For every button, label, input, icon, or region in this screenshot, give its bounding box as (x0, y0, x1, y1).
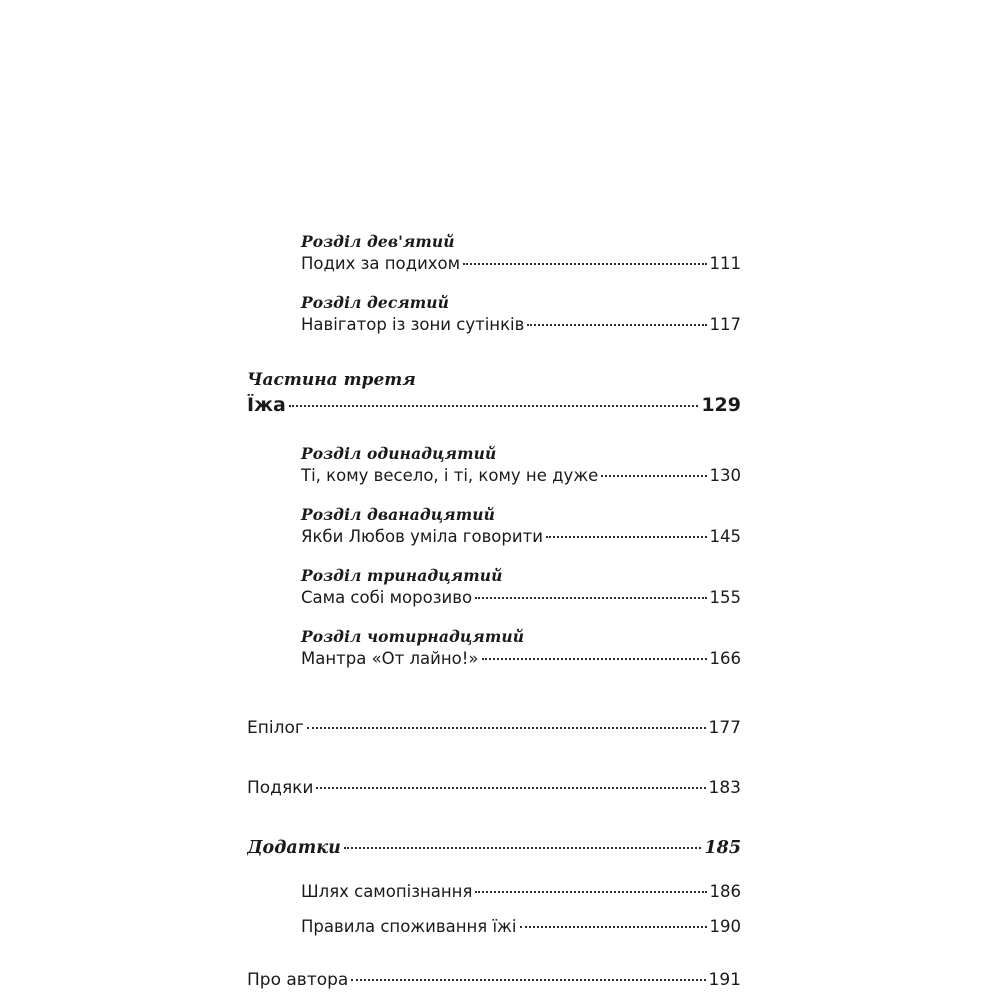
dot-leader (289, 405, 699, 407)
entry-title: Навігатор із зони сутінків (301, 315, 525, 334)
chapter-label: Розділ одинадцятий (301, 444, 497, 463)
chapter-label: Розділ десятий (301, 293, 450, 312)
toc-entry[interactable] (301, 466, 741, 485)
entry-page: 155 (709, 588, 741, 607)
entry-title: Подяки (247, 778, 314, 798)
spacer (247, 936, 741, 970)
entry-page: 117 (709, 315, 741, 334)
dot-leader (475, 891, 706, 893)
part-label: Частина третя (247, 370, 416, 390)
toc-entry[interactable] (301, 649, 741, 668)
entry-title: Подих за подихом (301, 254, 461, 273)
toc-entry-appendices[interactable] (247, 838, 741, 858)
toc-chapter (247, 627, 741, 668)
chapter-label: Розділ чотирнадцятий (301, 627, 525, 646)
entry-page: 177 (708, 718, 741, 738)
toc-chapter (247, 505, 741, 546)
spacer (247, 798, 741, 838)
dot-leader (351, 979, 705, 981)
toc-entry[interactable] (301, 527, 741, 546)
entry-title: Правила споживання їжі (301, 917, 517, 936)
dot-leader (316, 787, 705, 789)
toc-entry-about-author[interactable] (247, 970, 741, 990)
spacer (247, 858, 741, 882)
toc-entry-acknowledgements[interactable] (247, 778, 741, 798)
toc-entry[interactable] (301, 588, 741, 607)
toc-chapter (247, 566, 741, 607)
entry-title: Мантра «От лайно!» (301, 649, 479, 668)
dot-leader (344, 847, 702, 849)
entry-title: Додатки (247, 838, 341, 858)
toc-entry[interactable] (301, 254, 741, 273)
entry-title: Ті, кому весело, і ті, кому не дуже (301, 466, 599, 485)
entry-page: 129 (701, 394, 741, 416)
chapter-label: Розділ дев'ятий (301, 232, 455, 251)
dot-leader (520, 926, 707, 928)
chapter-label: Розділ тринадцятий (301, 566, 503, 585)
spacer (301, 901, 741, 917)
entry-page: 145 (709, 527, 741, 546)
entry-title: Про автора (247, 970, 349, 990)
entry-title: Шлях самопізнання (301, 882, 473, 901)
table-of-contents (247, 232, 741, 990)
entry-page: 166 (709, 649, 741, 668)
entry-page: 185 (704, 838, 741, 858)
dot-leader (307, 727, 706, 729)
spacer (247, 738, 741, 778)
toc-entry[interactable] (301, 917, 741, 936)
toc-chapter (247, 232, 741, 273)
entry-title: Якби Любов уміла говорити (301, 527, 543, 546)
entry-title: Епілог (247, 718, 304, 738)
entry-title: Сама собі морозиво (301, 588, 473, 607)
entry-page: 191 (708, 970, 741, 990)
dot-leader (463, 263, 706, 265)
dot-leader (601, 475, 706, 477)
chapter-label: Розділ дванадцятий (301, 505, 495, 524)
entry-page: 183 (708, 778, 741, 798)
dot-leader (475, 597, 706, 599)
entry-page: 111 (709, 254, 741, 273)
spacer (247, 688, 741, 718)
entry-page: 186 (709, 882, 741, 901)
entry-page: 130 (709, 466, 741, 485)
appendix-list (247, 882, 741, 936)
toc-entry-epilogue[interactable] (247, 718, 741, 738)
toc-chapter (247, 293, 741, 334)
toc-entry[interactable] (301, 882, 741, 901)
entry-page: 190 (709, 917, 741, 936)
toc-part (247, 370, 741, 416)
toc-chapter (247, 444, 741, 485)
entry-title: Їжа (247, 394, 286, 416)
dot-leader (527, 324, 706, 326)
toc-entry-part[interactable] (247, 394, 741, 416)
dot-leader (546, 536, 707, 538)
dot-leader (482, 658, 707, 660)
toc-entry[interactable] (301, 315, 741, 334)
